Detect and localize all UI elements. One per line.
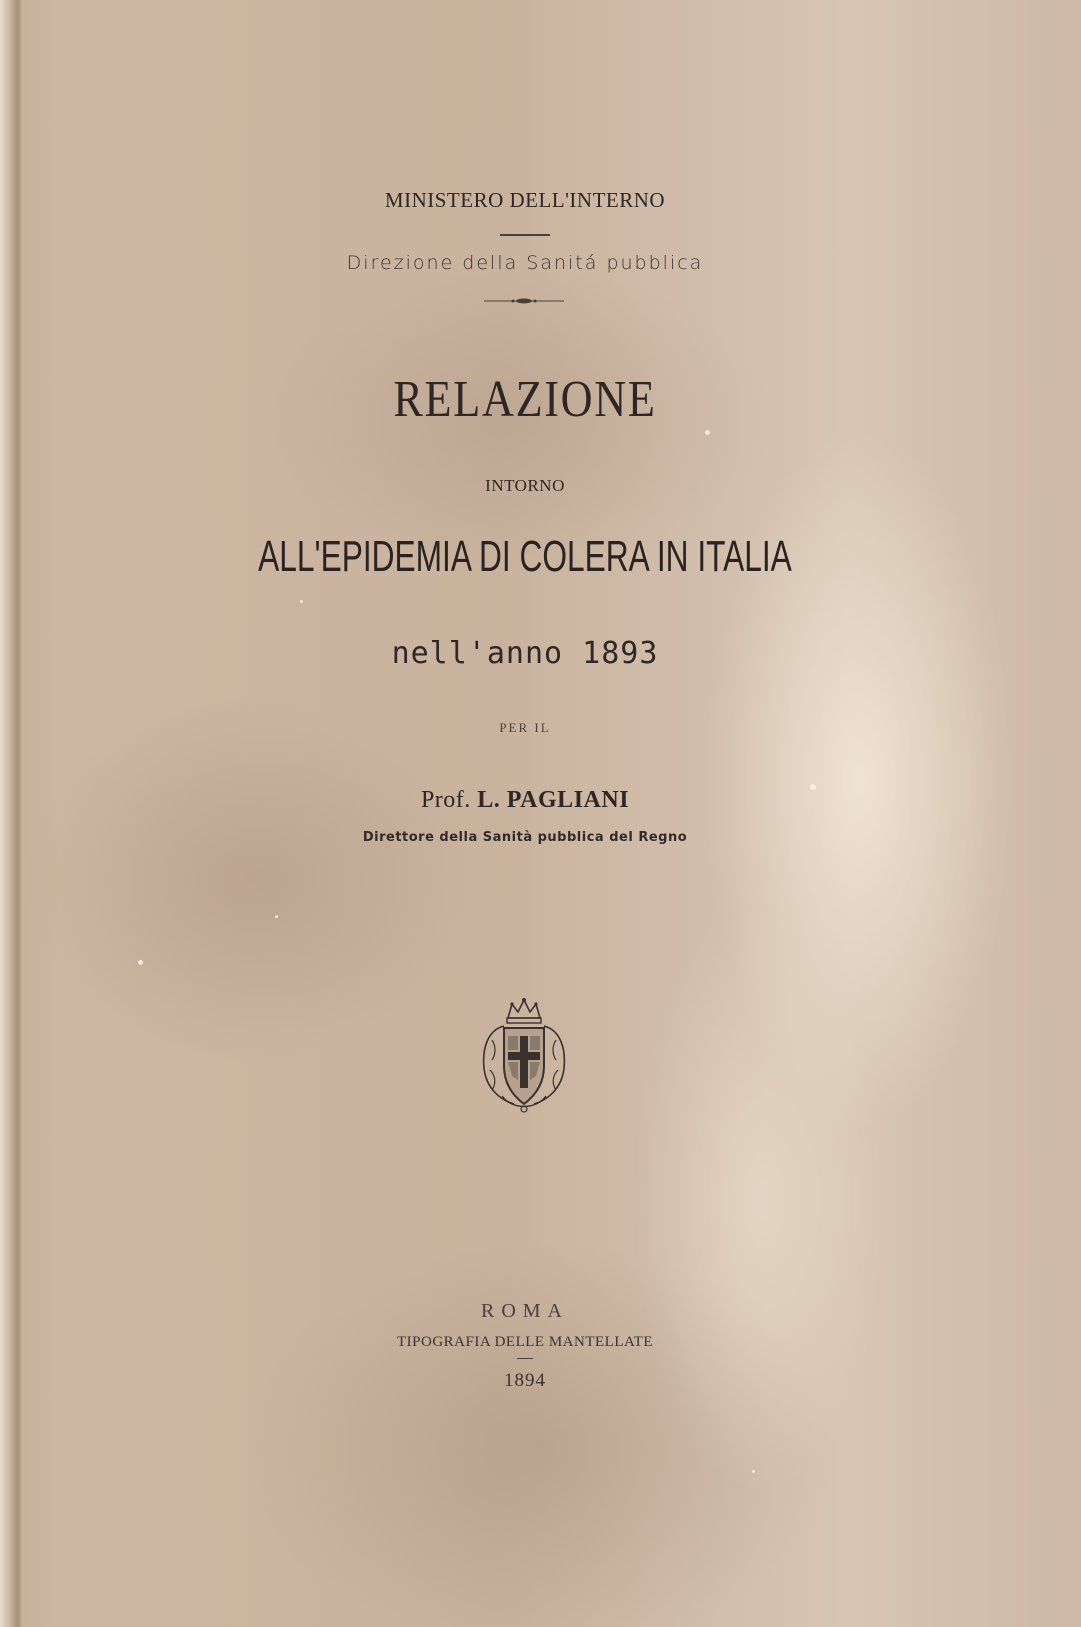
imprint-city: ROMA: [480, 1300, 569, 1322]
author-role: Direttore della Sanità pubblica del Regno: [362, 830, 688, 845]
divider-rule: [500, 234, 550, 236]
author-prefix: Prof.: [420, 787, 471, 813]
direction-subheading: Direzione della Sanitá pubblica: [346, 252, 704, 274]
author-line: [0, 787, 1050, 814]
imprint-divider: [517, 1358, 533, 1359]
ornamental-divider-icon: [484, 296, 564, 306]
document-title: RELAZIONE: [393, 371, 657, 428]
author-by-label: PER IL: [499, 720, 551, 735]
imprint-printer: TIPOGRAFIA DELLE MANTELLATE: [397, 1334, 653, 1350]
royal-coat-of-arms-icon: [474, 996, 574, 1114]
document-subject: ALL'EPIDEMIA DI COLERA IN ITALIA: [258, 532, 792, 581]
imprint-year: 1894: [504, 1370, 546, 1391]
author-name: L. PAGLIANI: [477, 787, 630, 813]
title-connector: INTORNO: [485, 476, 565, 495]
document-year-line: nell'anno 1893: [391, 636, 659, 671]
ministry-heading: MINISTERO DELL'INTERNO: [384, 188, 666, 212]
